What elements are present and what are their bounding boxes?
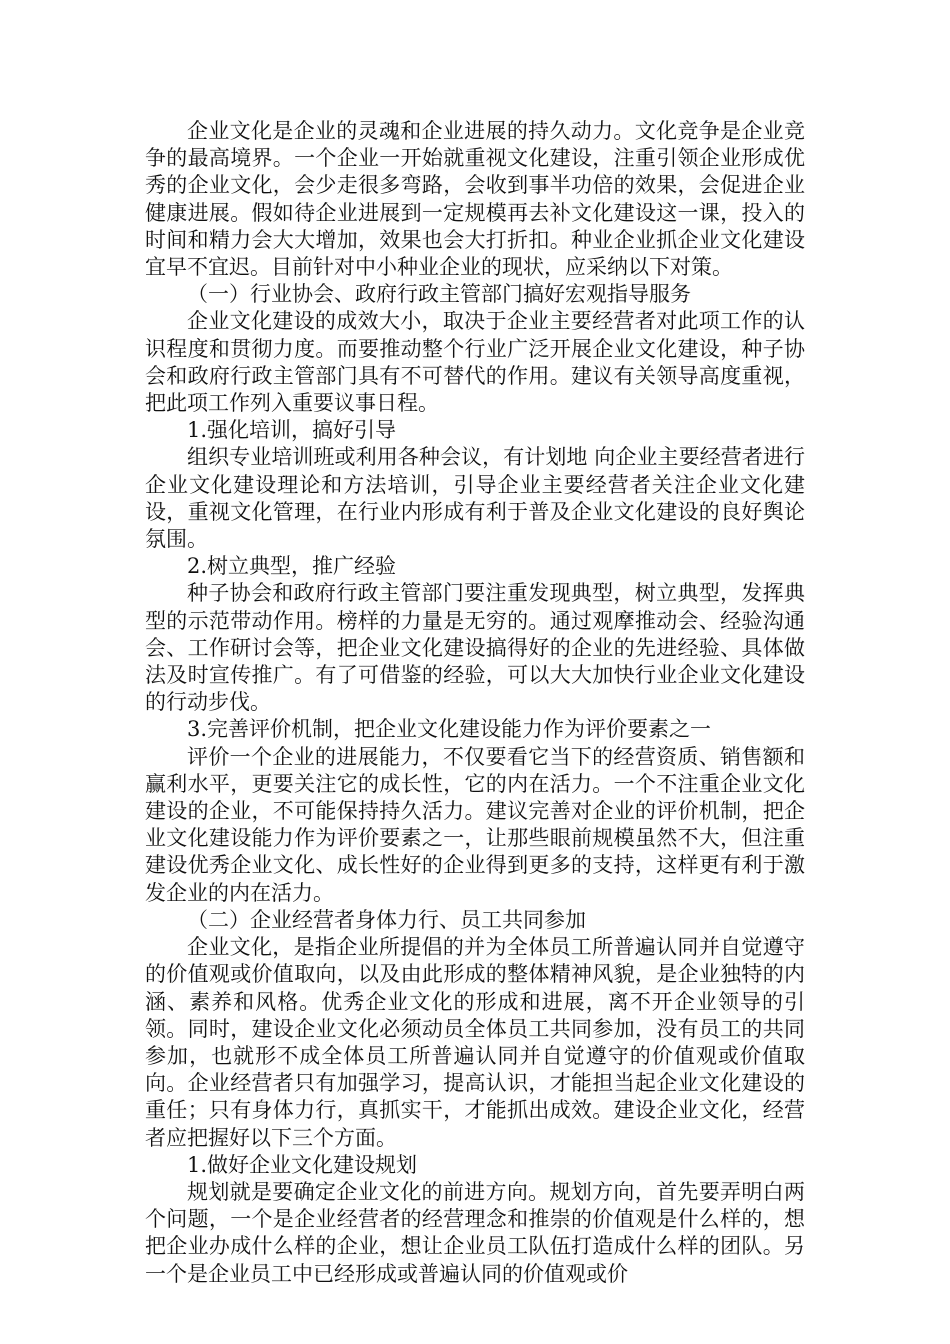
subheading: 3.完善评价机制，把企业文化建设能力作为评价要素之一 [187,717,712,742]
subheading: 1.强化培训，搞好引导 [187,418,397,443]
paragraph-intro: 企业文化是企业的灵魂和企业进展的持久动力。文化竞争是企业竞争的最高境界。一个企业一开始就重视文化建设，注重引领企业形成优秀的企业文化，会少走很多弯路，会收到事半功倍的效果，会促进企业健康进展。假如待企业进展到一定规模再去补文化建设这一课，投入的时间和精力会大大增加，效果也会大打折扣。种业企业抓企业文化建设宜早不宜迟。目前针对中小种业企业的现状，应采纳以下对策。 [145,119,805,280]
section-heading-1: （一）行业协会、政府行政主管部门搞好宏观指导服务 [187,282,691,307]
paragraph: 组织专业培训班或利用各种会议，有计划地 向企业主要经营者进行企业文化建设理论和方法培训，引导企业主要经营者关注企业文化建设，重视文化管理，在行业内形成有利于普及企业文化建设的良好舆论氛围。 [145,445,805,552]
paragraph: 评价一个企业的进展能力，不仅要看它当下的经营资质、销售额和赢利水平，更要关注它的成长性，它的内在活力。一个不注重企业文化建设的企业，不可能保持持久活力。建议完善对企业的评价机制，把企业文化建设能力作为评价要素之一，让那些眼前规模虽然不大，但注重建设优秀企业文化、成长性好的企业得到更多的支持，这样更有利于激发企业的内在活力。 [145,744,805,905]
document-body [145,118,805,1288]
paragraph: 种子协会和政府行政主管部门要注重发现典型，树立典型，发挥典型的示范带动作用。榜样的力量是无穷的。通过观摩推动会、经验沟通会、工作研讨会等，把企业文化建设搞得好的企业的先进经验、具体做法及时宣传推广。有了可借鉴的经验，可以大大加快行业企业文化建设的行动步伐。 [145,581,805,715]
paragraph: 企业文化建设的成效大小，取决于企业主要经营者对此项工作的认识程度和贯彻力度。而要推动整个行业广泛开展企业文化建设，种子协会和政府行政主管部门具有不可替代的作用。建议有关领导高度重视，把此项工作列入重要议事日程。 [145,309,805,416]
subheading: 1.做好企业文化建设规划 [187,1152,418,1177]
section-heading-2: （二）企业经营者身体力行、员工共同参加 [187,907,586,932]
paragraph: 规划就是要确定企业文化的前进方向。规划方向，首先要弄明白两个问题，一个是企业经营者的经营理念和推崇的价值观是什么样的，想把企业办成什么样的企业，想让企业员工队伍打造成什么样的团队。另一个是企业员工中已经形成或普遍认同的价值观或价 [145,1179,805,1286]
subheading: 2.树立典型，推广经验 [187,554,397,579]
paragraph: 企业文化，是指企业所提倡的并为全体员工所普遍认同并自觉遵守的价值观或价值取向，以及由此形成的整体精神风貌，是企业独特的内涵、素养和风格。优秀企业文化的形成和进展，离不开企业领导的引领。同时，建设企业文化必须动员全体员工共同参加，没有员工的共同参加，也就形不成全体员工所普遍认同并自觉遵守的价值观或价值取向。企业经营者只有加强学习，提高认识，才能担当起企业文化建设的重任；只有身体力行，真抓实干，才能抓出成效。建设企业文化，经营者应把握好以下三个方面。 [145,935,805,1150]
